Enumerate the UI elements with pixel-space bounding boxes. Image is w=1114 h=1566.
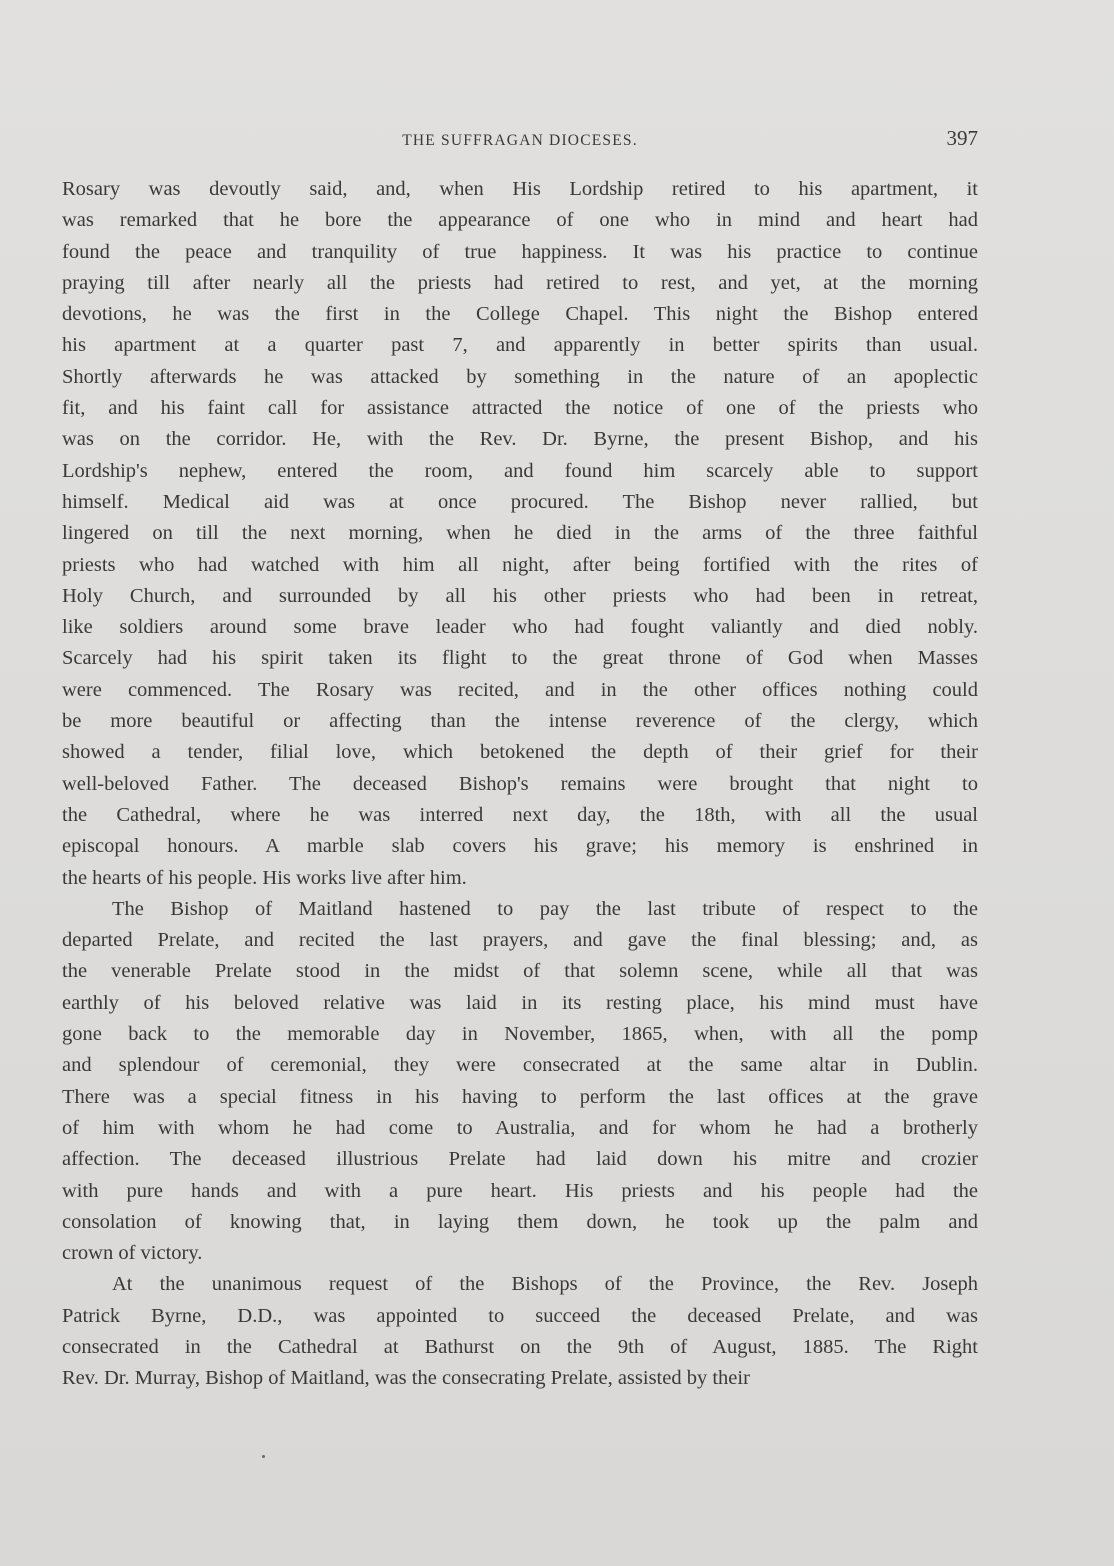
text-line: was remarked that he bore the appearance of one who in mind and heart had — [62, 209, 978, 232]
text-line: Rosary was devoutly said, and, when His Lordship retired to his apartment, it — [62, 178, 978, 200]
text-line: priests who had watched with him all night, after being fortified with the rites of — [62, 553, 978, 576]
text-line: devotions, he was the first in the College Chapel. This night the Bishop entered — [62, 303, 978, 326]
text-line: was on the corridor. He, with the Rev. Dr. Byrne, the present Bishop, and his — [62, 428, 978, 451]
text-line: were commenced. The Rosary was recited, and in the other offices nothing could — [62, 678, 978, 701]
text-line: The Bishop of Maitland hastened to pay the last tribute of respect to the — [112, 897, 978, 920]
running-header — [62, 126, 978, 156]
text-line: Scarcely had his spirit taken its flight to the great throne of God when Masses — [62, 647, 978, 670]
text-line: Holy Church, and surrounded by all his other priests who had been in retreat, — [62, 584, 978, 607]
text-line: affection. The deceased illustrious Prelate had laid down his mitre and crozier — [62, 1148, 978, 1171]
paragraph — [62, 1269, 978, 1394]
text-line: and splendour of ceremonial, they were consecrated at the same altar in Dublin. — [62, 1054, 978, 1077]
text-line: himself. Medical aid was at once procured. The Bishop never rallied, but — [62, 490, 978, 513]
text-line: with pure hands and with a pure heart. His priests and his people had the — [62, 1179, 978, 1202]
text-line: the venerable Prelate stood in the midst of that solemn scene, while all that was — [62, 960, 978, 983]
text-line: departed Prelate, and recited the last prayers, and gave the final blessing; and, as — [62, 929, 978, 952]
paragraph — [62, 174, 978, 894]
page-number: 397 — [946, 126, 978, 150]
text-line: fit, and his faint call for assistance attracted the notice of one of the priests who — [62, 397, 978, 420]
text-line: earthly of his beloved relative was laid in its resting place, his mind must have — [62, 991, 978, 1014]
text-line: be more beautiful or affecting than the intense reverence of the clergy, which — [62, 710, 978, 733]
text-line: Patrick Byrne, D.D., was appointed to succeed the deceased Prelate, and was — [62, 1304, 978, 1327]
running-title: THE SUFFRAGAN DIOCESES. — [402, 132, 638, 149]
text-line: Rev. Dr. Murray, Bishop of Maitland, was the consecrating Prelate, assisted by their — [62, 1367, 750, 1390]
text-line: like soldiers around some brave leader who had fought valiantly and died nobly. — [62, 616, 978, 639]
text-line: At the unanimous request of the Bishops of the Province, the Rev. Joseph — [112, 1273, 978, 1296]
text-line: lingered on till the next morning, when he died in the arms of the three faithful — [62, 522, 978, 545]
text-line: Lordship's nephew, entered the room, and found him scarcely able to support — [62, 459, 978, 482]
text-line: There was a special fitness in his having to perform the last offices at the grave — [62, 1085, 978, 1108]
body-text — [62, 174, 978, 1395]
text-line: crown of victory. — [62, 1242, 203, 1265]
text-line: episcopal honours. A marble slab covers his grave; his memory is enshrined in — [62, 835, 978, 858]
text-line: well-beloved Father. The deceased Bishop's remains were brought that night to — [62, 772, 978, 795]
paragraph — [62, 894, 978, 1270]
text-line: found the peace and tranquility of true happiness. It was his practice to continue — [62, 240, 978, 263]
text-line: praying till after nearly all the priests had retired to rest, and yet, at the morning — [62, 271, 978, 294]
paper-speck — [262, 1455, 265, 1458]
text-line: gone back to the memorable day in November, 1865, when, with all the pomp — [62, 1023, 978, 1046]
text-line: of him with whom he had come to Australia, and for whom he had a brotherly — [62, 1116, 978, 1139]
text-line: consecrated in the Cathedral at Bathurst on the 9th of August, 1885. The Right — [62, 1335, 978, 1358]
text-line: Shortly afterwards he was attacked by something in the nature of an apoplectic — [62, 365, 978, 388]
text-line: consolation of knowing that, in laying them down, he took up the palm and — [62, 1210, 978, 1233]
text-line: his apartment at a quarter past 7, and apparently in better spirits than usual. — [62, 334, 978, 357]
text-line: the hearts of his people. His works live after him. — [62, 866, 467, 889]
text-line: showed a tender, filial love, which betokened the depth of their grief for their — [62, 741, 978, 764]
text-line: the Cathedral, where he was interred next day, the 18th, with all the usual — [62, 803, 978, 826]
